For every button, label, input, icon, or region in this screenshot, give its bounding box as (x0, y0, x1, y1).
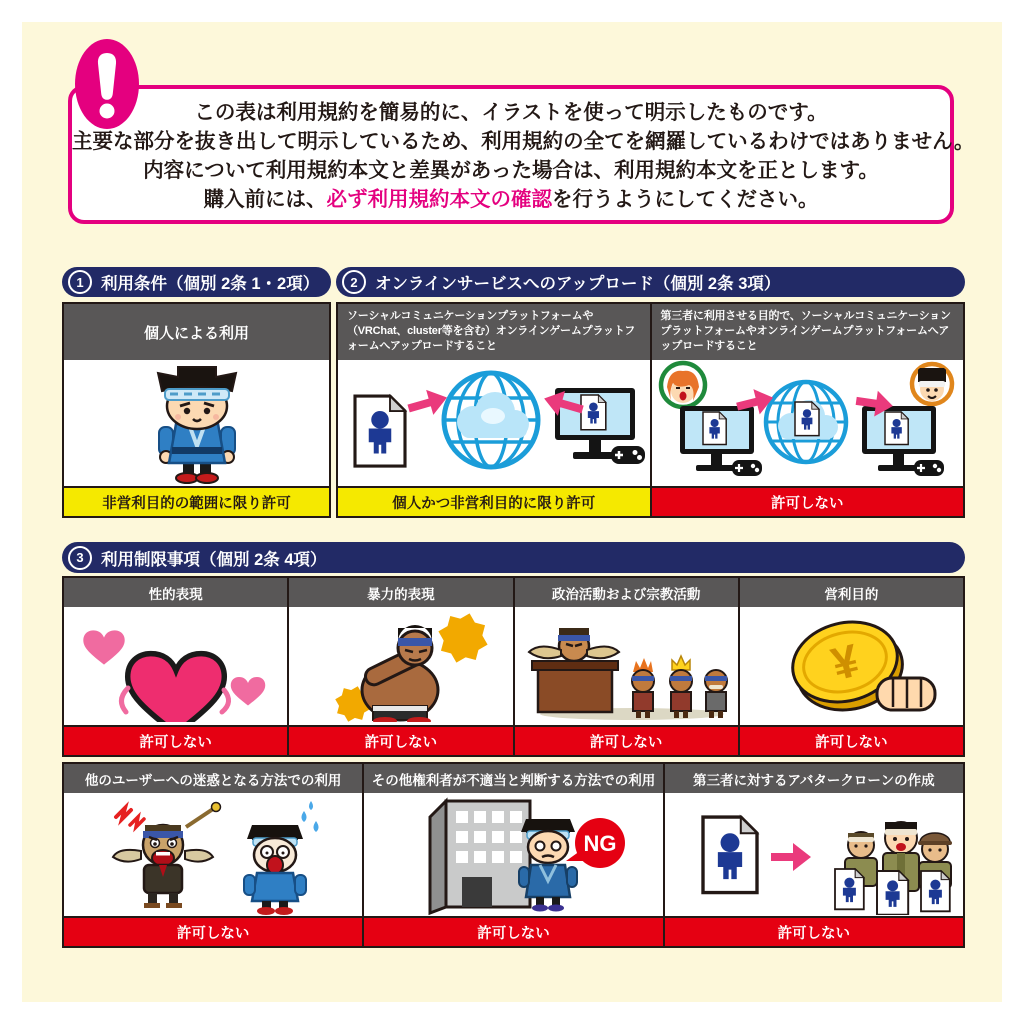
listener-crown (670, 656, 692, 718)
section3-number-icon: 3 (68, 546, 92, 570)
section1-cell-header: 個人による利用 (64, 304, 329, 360)
harassment-icon (68, 795, 358, 915)
restriction-violence-illustration (289, 607, 512, 725)
section3-row2-table (62, 762, 965, 948)
restriction-clone (663, 764, 963, 946)
section2-cell-thirdparty (650, 304, 964, 516)
section2-table (336, 302, 965, 518)
third-party-user-orange-icon (912, 364, 952, 404)
restriction-inappropriate-illustration (364, 793, 662, 916)
restriction-nuisance-header: 他のユーザーへの迷惑となる方法での利用 (64, 764, 362, 793)
section2-cell2-verdict: 許可しない (652, 486, 964, 516)
restriction-sexual-illustration (64, 607, 287, 725)
section3-header (62, 542, 965, 573)
restriction-sexual-verdict: 許可しない (64, 725, 287, 755)
restriction-nuisance (64, 764, 362, 946)
listener-mustache (705, 670, 727, 718)
restriction-politics-header: 政治活動および宗教活動 (515, 578, 738, 607)
notice-line-4 (72, 185, 950, 214)
section2-cell1-header: ソーシャルコミュニケーションプラットフォームや（VRChat、cluster等を含む）オンラインゲームプラットフォームへアップロードすること (338, 304, 650, 360)
exclamation-icon (74, 38, 140, 130)
yen-symbol: ¥ (826, 633, 865, 691)
politics-religion-icon (522, 610, 730, 722)
restriction-commercial-illustration (740, 607, 963, 725)
section1-title: 利用条件（個別 2条 1・2項） (101, 275, 320, 293)
restriction-nuisance-illustration (64, 793, 362, 916)
section2-cell1-illustration (338, 360, 650, 486)
restriction-commercial-verdict: 許可しない (740, 725, 963, 755)
restriction-violence-verdict: 許可しない (289, 725, 512, 755)
notice-line-4-highlight: 必ず利用規約本文の確認 (326, 188, 552, 211)
notice-line-3: 内容について利用規約本文と差異があった場合は、利用規約本文を正とします。 (143, 159, 879, 182)
notice-line-4-suffix: を行うようにしてください。 (552, 188, 819, 211)
restriction-sexual-header: 性的表現 (64, 578, 287, 607)
restriction-commercial (738, 578, 963, 755)
restriction-inappropriate (362, 764, 662, 946)
section2-cell2-illustration (652, 360, 964, 486)
clone-group (835, 822, 952, 915)
ninja-avatar-icon (142, 361, 252, 485)
section2-cell-personal (338, 304, 650, 516)
personal-upload-icon (343, 360, 645, 486)
section1-number-icon: 1 (68, 270, 92, 294)
restriction-clone-header: 第三者に対するアバタークローンの作成 (665, 764, 963, 793)
third-party-user-green-icon (661, 363, 705, 407)
third-party-upload-icon (656, 360, 958, 486)
ng-badge (566, 818, 625, 868)
section2-cell2-header: 第三者に利用させる目的で、ソーシャルコミュニケーションプラットフォームやオンラインゲームプラットフォームへアップロードすること (652, 304, 964, 360)
section2-number-icon: 2 (342, 270, 366, 294)
section1-header (62, 267, 331, 297)
scared-ninja (244, 801, 319, 915)
restriction-commercial-header: 営利目的 (740, 578, 963, 607)
coin-icon (747, 610, 955, 722)
section1-cell (64, 304, 329, 516)
section3-row1-table (62, 576, 965, 757)
heart-icon (72, 610, 280, 722)
restriction-violence (287, 578, 512, 755)
restriction-politics-religion (513, 578, 738, 755)
hand-icon (877, 678, 935, 710)
restriction-politics-illustration (515, 607, 738, 725)
restriction-clone-illustration (665, 793, 963, 916)
restriction-inappropriate-header: その他権利者が不適当と判断する方法での利用 (364, 764, 662, 793)
notice-line-1: この表は利用規約を簡易的に、イラストを使って明示したものです。 (194, 101, 828, 124)
restriction-nuisance-verdict: 許可しない (64, 916, 362, 946)
section3-title: 利用制限事項（個別 2条 4項） (101, 550, 327, 569)
restriction-sexual (64, 578, 287, 755)
restriction-politics-verdict: 許可しない (515, 725, 738, 755)
section2-header (336, 267, 965, 297)
restriction-violence-header: 暴力的表現 (289, 578, 512, 607)
notice-line-4-prefix: 購入前には、 (203, 188, 327, 211)
notice-box (68, 85, 975, 224)
restriction-inappropriate-verdict: 許可しない (364, 916, 662, 946)
avatar-clone-icon (669, 795, 959, 915)
restriction-clone-verdict: 許可しない (665, 916, 963, 946)
section1-cell-illustration (64, 360, 329, 486)
section2-cell1-verdict: 個人かつ非営利目的に限り許可 (338, 486, 650, 516)
violence-icon (297, 610, 505, 722)
listener-spiky-hair (632, 658, 654, 718)
notice-line-2: 主要な部分を抜き出して明示しているため、利用規約の全てを網羅しているわけではありません。 (72, 130, 975, 153)
building-icon (430, 801, 530, 913)
ng-building-icon (368, 795, 658, 915)
section1-table (62, 302, 331, 518)
ng-label: NG (583, 830, 617, 856)
section1-verdict: 非営利目的の範囲に限り許可 (64, 486, 329, 516)
section2-title: オンラインサービスへのアップロード（個別 2条 3項） (375, 275, 781, 293)
